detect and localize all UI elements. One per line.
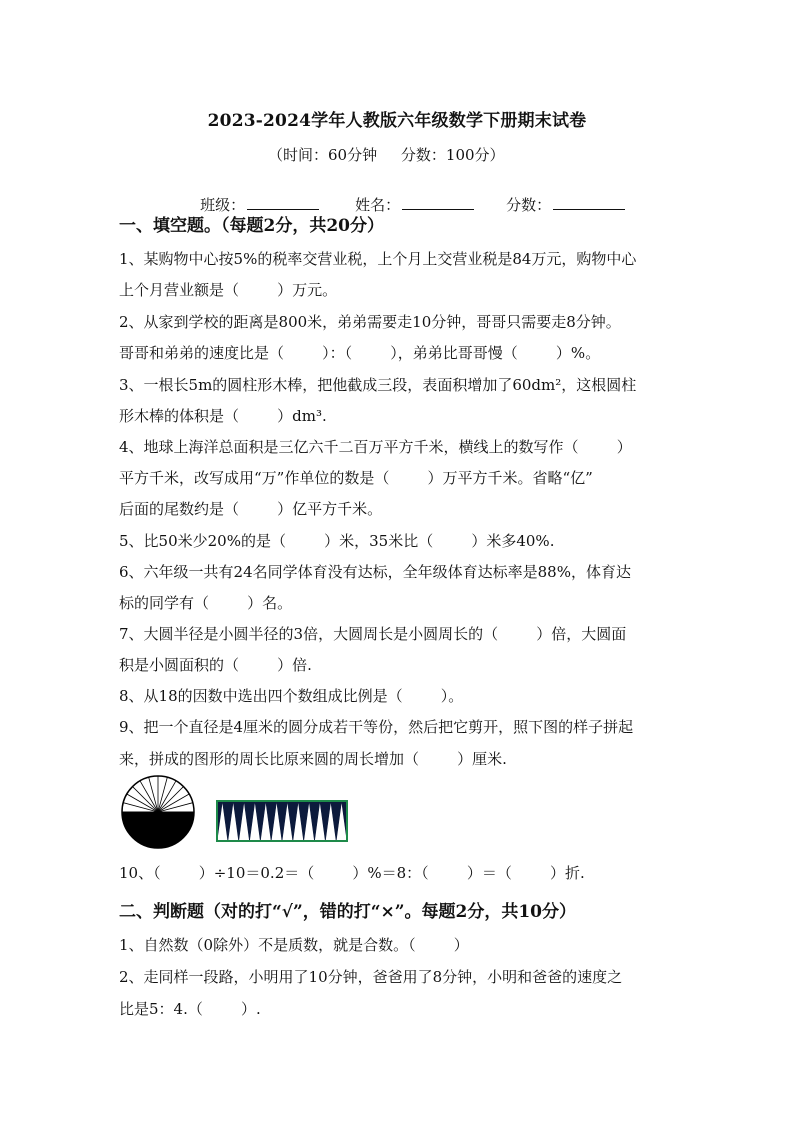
score-label: 分数： — [506, 196, 552, 214]
class-blank[interactable] — [247, 195, 319, 210]
section-1-heading: 一、填空题。（每题2分，共20分） — [119, 216, 384, 236]
q9-line-1: 9、把一个直径是4厘米的圆分成若干等份，然后把它剪开，照下图的样子拼起 — [119, 718, 634, 736]
judge-q1-line: 1、自然数（0除外）不是质数，就是合数。（ ） — [119, 936, 469, 954]
score-blank[interactable] — [553, 195, 625, 210]
name-blank[interactable] — [402, 195, 474, 210]
sector-circle — [122, 776, 194, 848]
q10-line: 10、（ ）÷10＝0.2＝（ ）%＝8：（ ）＝（ ）折. — [119, 864, 585, 882]
q6-line-1: 6、六年级一共有24名同学体育没有达标，全年级体育达标率是88%，体育达 — [119, 563, 631, 581]
q4-line-2: 平方千米，改写成用“万”作单位的数是（ ）万平方千米。省略“亿” — [119, 469, 593, 487]
circle-cut-figure — [119, 774, 379, 854]
q1-line-1: 1、某购物中心按5%的税率交营业税，上个月上交营业税是84万元，购物中心 — [119, 250, 637, 268]
section-2-heading: 二、判断题（对的打“√”，错的打“×”。每题2分，共10分） — [119, 902, 577, 922]
q6-line-2: 标的同学有（ ）名。 — [119, 594, 293, 612]
q2-line-1: 2、从家到学校的距离是800米，弟弟需要走10分钟，哥哥只需要走8分钟。 — [119, 313, 621, 331]
rearranged-shape — [217, 801, 347, 841]
exam-subtitle: （时间：60分钟 分数：100分） — [268, 146, 505, 164]
q5-line-1: 5、比50米少20%的是（ ）米，35米比（ ）米多40%. — [119, 532, 555, 550]
q7-line-1: 7、大圆半径是小圆半径的3倍，大圆周长是小圆周长的（ ）倍，大圆面 — [119, 625, 627, 643]
name-label: 姓名： — [355, 196, 401, 214]
exam-title: 2023-2024学年人教版六年级数学下册期末试卷 — [207, 111, 587, 131]
class-label: 班级： — [200, 196, 246, 214]
q4-line-1: 4、地球上海洋总面积是三亿六千二百万平方千米，横线上的数写作（ ） — [119, 438, 632, 456]
q4-line-3: 后面的尾数约是（ ）亿平方千米。 — [119, 500, 383, 518]
q9-figure — [119, 774, 379, 854]
q8-line-1: 8、从18的因数中选出四个数组成比例是（ ）。 — [119, 687, 464, 705]
judge-q2-line-2: 比是5：4.（ ）. — [119, 1000, 261, 1018]
judge-q2-line-1: 2、走同样一段路，小明用了10分钟，爸爸用了8分钟，小明和爸爸的速度之 — [119, 968, 623, 986]
q3-line-1: 3、一根长5m的圆柱形木棒，把他截成三段，表面积增加了60dm²，这根圆柱 — [119, 376, 637, 394]
q2-line-2: 哥哥和弟弟的速度比是（ ）：（ ），弟弟比哥哥慢（ ）%。 — [119, 344, 601, 362]
q7-line-2: 积是小圆面积的（ ）倍. — [119, 656, 312, 674]
q9-line-2: 来，拼成的图形的周长比原来圆的周长增加（ ）厘米. — [119, 750, 507, 768]
score-field — [487, 176, 625, 233]
q1-line-2: 上个月营业额是（ ）万元。 — [119, 281, 338, 299]
q3-line-2: 形木棒的体积是（ ）dm³. — [119, 407, 327, 425]
